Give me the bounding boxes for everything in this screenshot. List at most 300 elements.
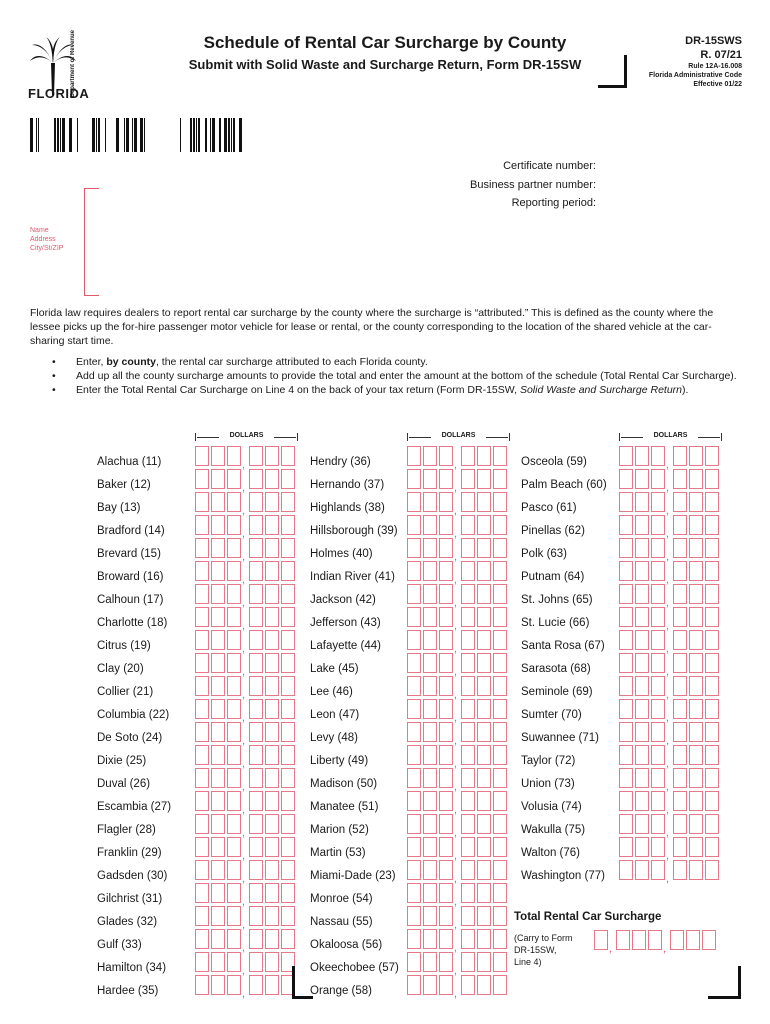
county-amount-input[interactable] — [407, 653, 510, 678]
digit-box[interactable] — [227, 561, 241, 581]
digit-box[interactable] — [423, 538, 437, 558]
digit-box[interactable] — [227, 906, 241, 926]
digit-box[interactable] — [211, 653, 225, 673]
digit-box[interactable] — [227, 860, 241, 880]
digit-box[interactable] — [705, 837, 719, 857]
county-amount-input[interactable] — [195, 929, 298, 954]
digit-box[interactable] — [281, 630, 295, 650]
digit-box[interactable] — [423, 952, 437, 972]
digit-box[interactable] — [211, 699, 225, 719]
digit-box[interactable] — [195, 515, 209, 535]
digit-box[interactable] — [227, 515, 241, 535]
digit-box[interactable] — [265, 837, 279, 857]
digit-box[interactable] — [493, 745, 507, 765]
digit-box[interactable] — [195, 446, 209, 466]
county-amount-input[interactable] — [407, 929, 510, 954]
digit-box[interactable] — [477, 837, 491, 857]
digit-box[interactable] — [477, 929, 491, 949]
digit-box[interactable] — [635, 584, 649, 604]
digit-box[interactable] — [265, 722, 279, 742]
digit-box[interactable] — [211, 469, 225, 489]
digit-box[interactable] — [439, 469, 453, 489]
digit-box[interactable] — [407, 952, 421, 972]
digit-box[interactable] — [651, 814, 665, 834]
digit-box[interactable] — [673, 768, 687, 788]
county-amount-input[interactable] — [619, 653, 722, 678]
digit-box[interactable] — [423, 745, 437, 765]
digit-box[interactable] — [689, 630, 703, 650]
digit-box[interactable] — [461, 791, 475, 811]
digit-box[interactable] — [227, 768, 241, 788]
digit-box[interactable] — [673, 837, 687, 857]
digit-box[interactable] — [689, 676, 703, 696]
total-amount-input[interactable] — [594, 930, 726, 955]
digit-box[interactable] — [477, 469, 491, 489]
county-amount-input[interactable] — [195, 584, 298, 609]
digit-box[interactable] — [635, 561, 649, 581]
digit-box[interactable] — [477, 860, 491, 880]
digit-box[interactable] — [673, 446, 687, 466]
digit-box[interactable] — [651, 515, 665, 535]
digit-box[interactable] — [423, 722, 437, 742]
digit-box[interactable] — [249, 814, 263, 834]
digit-box[interactable] — [281, 469, 295, 489]
digit-box[interactable] — [635, 676, 649, 696]
digit-box[interactable] — [651, 584, 665, 604]
digit-box[interactable] — [423, 676, 437, 696]
digit-box[interactable] — [689, 699, 703, 719]
digit-box[interactable] — [265, 469, 279, 489]
digit-box[interactable] — [477, 515, 491, 535]
digit-box[interactable] — [619, 607, 633, 627]
digit-box[interactable] — [249, 975, 263, 995]
digit-box[interactable] — [407, 538, 421, 558]
digit-box[interactable] — [195, 492, 209, 512]
digit-box[interactable] — [249, 745, 263, 765]
county-amount-input[interactable] — [195, 952, 298, 977]
digit-box[interactable] — [281, 791, 295, 811]
digit-box[interactable] — [439, 561, 453, 581]
digit-box[interactable] — [423, 883, 437, 903]
digit-box[interactable] — [439, 791, 453, 811]
digit-box[interactable] — [689, 607, 703, 627]
digit-box[interactable] — [423, 515, 437, 535]
digit-box[interactable] — [407, 561, 421, 581]
digit-box[interactable] — [493, 515, 507, 535]
digit-box[interactable] — [249, 699, 263, 719]
digit-box[interactable] — [673, 561, 687, 581]
digit-box[interactable] — [407, 515, 421, 535]
county-amount-input[interactable] — [619, 515, 722, 540]
digit-box[interactable] — [651, 837, 665, 857]
digit-box[interactable] — [227, 630, 241, 650]
digit-box[interactable] — [635, 860, 649, 880]
digit-box[interactable] — [227, 722, 241, 742]
digit-box[interactable] — [635, 745, 649, 765]
digit-box[interactable] — [195, 699, 209, 719]
digit-box[interactable] — [265, 446, 279, 466]
digit-box[interactable] — [705, 492, 719, 512]
digit-box[interactable] — [673, 814, 687, 834]
digit-box[interactable] — [670, 930, 684, 950]
county-amount-input[interactable] — [619, 630, 722, 655]
digit-box[interactable] — [477, 653, 491, 673]
digit-box[interactable] — [493, 952, 507, 972]
digit-box[interactable] — [439, 952, 453, 972]
digit-box[interactable] — [673, 791, 687, 811]
digit-box[interactable] — [619, 515, 633, 535]
digit-box[interactable] — [439, 446, 453, 466]
county-amount-input[interactable] — [407, 814, 510, 839]
digit-box[interactable] — [281, 722, 295, 742]
digit-box[interactable] — [249, 768, 263, 788]
digit-box[interactable] — [461, 492, 475, 512]
digit-box[interactable] — [249, 860, 263, 880]
digit-box[interactable] — [461, 906, 475, 926]
digit-box[interactable] — [619, 653, 633, 673]
digit-box[interactable] — [195, 538, 209, 558]
digit-box[interactable] — [281, 929, 295, 949]
digit-box[interactable] — [423, 446, 437, 466]
digit-box[interactable] — [477, 607, 491, 627]
digit-box[interactable] — [265, 745, 279, 765]
digit-box[interactable] — [439, 906, 453, 926]
digit-box[interactable] — [211, 722, 225, 742]
digit-box[interactable] — [195, 952, 209, 972]
digit-box[interactable] — [619, 492, 633, 512]
digit-box[interactable] — [493, 814, 507, 834]
digit-box[interactable] — [477, 952, 491, 972]
digit-box[interactable] — [423, 860, 437, 880]
digit-box[interactable] — [281, 538, 295, 558]
digit-box[interactable] — [619, 791, 633, 811]
digit-box[interactable] — [651, 768, 665, 788]
digit-box[interactable] — [423, 699, 437, 719]
digit-box[interactable] — [211, 906, 225, 926]
county-amount-input[interactable] — [407, 768, 510, 793]
digit-box[interactable] — [249, 630, 263, 650]
digit-box[interactable] — [195, 791, 209, 811]
digit-box[interactable] — [439, 883, 453, 903]
digit-box[interactable] — [439, 722, 453, 742]
county-amount-input[interactable] — [407, 584, 510, 609]
digit-box[interactable] — [702, 930, 716, 950]
digit-box[interactable] — [493, 653, 507, 673]
digit-box[interactable] — [461, 929, 475, 949]
digit-box[interactable] — [439, 837, 453, 857]
digit-box[interactable] — [407, 446, 421, 466]
digit-box[interactable] — [477, 446, 491, 466]
digit-box[interactable] — [281, 745, 295, 765]
digit-box[interactable] — [635, 538, 649, 558]
digit-box[interactable] — [632, 930, 646, 950]
digit-box[interactable] — [705, 584, 719, 604]
digit-box[interactable] — [227, 883, 241, 903]
digit-box[interactable] — [423, 906, 437, 926]
digit-box[interactable] — [423, 561, 437, 581]
digit-box[interactable] — [673, 515, 687, 535]
digit-box[interactable] — [407, 791, 421, 811]
digit-box[interactable] — [211, 883, 225, 903]
digit-box[interactable] — [265, 584, 279, 604]
county-amount-input[interactable] — [195, 722, 298, 747]
digit-box[interactable] — [423, 607, 437, 627]
digit-box[interactable] — [439, 653, 453, 673]
digit-box[interactable] — [423, 837, 437, 857]
digit-box[interactable] — [439, 860, 453, 880]
digit-box[interactable] — [227, 929, 241, 949]
digit-box[interactable] — [461, 446, 475, 466]
digit-box[interactable] — [689, 814, 703, 834]
digit-box[interactable] — [211, 607, 225, 627]
digit-box[interactable] — [195, 607, 209, 627]
digit-box[interactable] — [211, 929, 225, 949]
county-amount-input[interactable] — [619, 745, 722, 770]
digit-box[interactable] — [195, 768, 209, 788]
digit-box[interactable] — [651, 699, 665, 719]
county-amount-input[interactable] — [407, 607, 510, 632]
digit-box[interactable] — [705, 676, 719, 696]
digit-box[interactable] — [705, 722, 719, 742]
digit-box[interactable] — [689, 538, 703, 558]
digit-box[interactable] — [195, 745, 209, 765]
digit-box[interactable] — [439, 607, 453, 627]
digit-box[interactable] — [195, 975, 209, 995]
digit-box[interactable] — [281, 814, 295, 834]
digit-box[interactable] — [195, 469, 209, 489]
digit-box[interactable] — [619, 722, 633, 742]
digit-box[interactable] — [423, 768, 437, 788]
digit-box[interactable] — [265, 699, 279, 719]
digit-box[interactable] — [651, 538, 665, 558]
digit-box[interactable] — [211, 860, 225, 880]
county-amount-input[interactable] — [195, 607, 298, 632]
digit-box[interactable] — [281, 837, 295, 857]
digit-box[interactable] — [195, 630, 209, 650]
digit-box[interactable] — [493, 768, 507, 788]
digit-box[interactable] — [461, 975, 475, 995]
digit-box[interactable] — [407, 929, 421, 949]
county-amount-input[interactable] — [407, 791, 510, 816]
digit-box[interactable] — [211, 768, 225, 788]
county-amount-input[interactable] — [195, 975, 298, 1000]
digit-box[interactable] — [689, 446, 703, 466]
digit-box[interactable] — [281, 676, 295, 696]
digit-box[interactable] — [265, 883, 279, 903]
digit-box[interactable] — [689, 653, 703, 673]
digit-box[interactable] — [249, 538, 263, 558]
digit-box[interactable] — [265, 860, 279, 880]
digit-box[interactable] — [439, 538, 453, 558]
digit-box[interactable] — [493, 607, 507, 627]
digit-box[interactable] — [705, 699, 719, 719]
digit-box[interactable] — [281, 492, 295, 512]
digit-box[interactable] — [195, 837, 209, 857]
digit-box[interactable] — [477, 791, 491, 811]
county-amount-input[interactable] — [407, 515, 510, 540]
digit-box[interactable] — [407, 975, 421, 995]
digit-box[interactable] — [265, 653, 279, 673]
digit-box[interactable] — [635, 492, 649, 512]
digit-box[interactable] — [265, 952, 279, 972]
digit-box[interactable] — [689, 837, 703, 857]
county-amount-input[interactable] — [195, 883, 298, 908]
digit-box[interactable] — [635, 653, 649, 673]
county-amount-input[interactable] — [619, 814, 722, 839]
digit-box[interactable] — [423, 653, 437, 673]
county-amount-input[interactable] — [619, 561, 722, 586]
digit-box[interactable] — [407, 492, 421, 512]
digit-box[interactable] — [249, 607, 263, 627]
digit-box[interactable] — [195, 584, 209, 604]
digit-box[interactable] — [281, 446, 295, 466]
digit-box[interactable] — [493, 837, 507, 857]
digit-box[interactable] — [493, 860, 507, 880]
county-amount-input[interactable] — [619, 699, 722, 724]
county-amount-input[interactable] — [407, 676, 510, 701]
digit-box[interactable] — [281, 883, 295, 903]
digit-box[interactable] — [651, 561, 665, 581]
digit-box[interactable] — [493, 699, 507, 719]
county-amount-input[interactable] — [619, 469, 722, 494]
digit-box[interactable] — [265, 768, 279, 788]
county-amount-input[interactable] — [195, 515, 298, 540]
digit-box[interactable] — [265, 906, 279, 926]
county-amount-input[interactable] — [195, 768, 298, 793]
digit-box[interactable] — [423, 814, 437, 834]
digit-box[interactable] — [407, 860, 421, 880]
digit-box[interactable] — [461, 722, 475, 742]
county-amount-input[interactable] — [195, 906, 298, 931]
digit-box[interactable] — [407, 676, 421, 696]
county-amount-input[interactable] — [619, 791, 722, 816]
digit-box[interactable] — [689, 469, 703, 489]
digit-box[interactable] — [689, 860, 703, 880]
digit-box[interactable] — [281, 653, 295, 673]
digit-box[interactable] — [195, 814, 209, 834]
digit-box[interactable] — [477, 561, 491, 581]
digit-box[interactable] — [493, 975, 507, 995]
digit-box[interactable] — [439, 975, 453, 995]
digit-box[interactable] — [249, 791, 263, 811]
digit-box[interactable] — [423, 584, 437, 604]
digit-box[interactable] — [651, 653, 665, 673]
digit-box[interactable] — [211, 515, 225, 535]
county-amount-input[interactable] — [195, 814, 298, 839]
digit-box[interactable] — [651, 630, 665, 650]
digit-box[interactable] — [211, 446, 225, 466]
county-amount-input[interactable] — [619, 676, 722, 701]
digit-box[interactable] — [265, 929, 279, 949]
digit-box[interactable] — [673, 699, 687, 719]
digit-box[interactable] — [265, 561, 279, 581]
digit-box[interactable] — [493, 630, 507, 650]
digit-box[interactable] — [689, 768, 703, 788]
digit-box[interactable] — [619, 446, 633, 466]
digit-box[interactable] — [227, 745, 241, 765]
digit-box[interactable] — [635, 768, 649, 788]
county-amount-input[interactable] — [407, 469, 510, 494]
county-amount-input[interactable] — [195, 837, 298, 862]
digit-box[interactable] — [439, 745, 453, 765]
digit-box[interactable] — [227, 653, 241, 673]
digit-box[interactable] — [594, 930, 608, 950]
digit-box[interactable] — [281, 768, 295, 788]
digit-box[interactable] — [211, 814, 225, 834]
digit-box[interactable] — [651, 676, 665, 696]
digit-box[interactable] — [477, 975, 491, 995]
digit-box[interactable] — [493, 446, 507, 466]
digit-box[interactable] — [616, 930, 630, 950]
digit-box[interactable] — [461, 630, 475, 650]
digit-box[interactable] — [619, 676, 633, 696]
digit-box[interactable] — [651, 607, 665, 627]
digit-box[interactable] — [705, 745, 719, 765]
digit-box[interactable] — [211, 630, 225, 650]
digit-box[interactable] — [705, 446, 719, 466]
digit-box[interactable] — [407, 745, 421, 765]
digit-box[interactable] — [461, 676, 475, 696]
digit-box[interactable] — [249, 906, 263, 926]
digit-box[interactable] — [635, 630, 649, 650]
digit-box[interactable] — [407, 653, 421, 673]
digit-box[interactable] — [477, 814, 491, 834]
county-amount-input[interactable] — [195, 492, 298, 517]
digit-box[interactable] — [651, 469, 665, 489]
digit-box[interactable] — [461, 745, 475, 765]
digit-box[interactable] — [265, 515, 279, 535]
digit-box[interactable] — [281, 607, 295, 627]
county-amount-input[interactable] — [619, 722, 722, 747]
digit-box[interactable] — [407, 699, 421, 719]
digit-box[interactable] — [493, 492, 507, 512]
digit-box[interactable] — [281, 515, 295, 535]
digit-box[interactable] — [689, 492, 703, 512]
digit-box[interactable] — [648, 930, 662, 950]
digit-box[interactable] — [407, 630, 421, 650]
digit-box[interactable] — [227, 584, 241, 604]
digit-box[interactable] — [423, 791, 437, 811]
digit-box[interactable] — [651, 492, 665, 512]
digit-box[interactable] — [249, 515, 263, 535]
county-amount-input[interactable] — [407, 561, 510, 586]
county-amount-input[interactable] — [407, 906, 510, 931]
digit-box[interactable] — [619, 561, 633, 581]
digit-box[interactable] — [673, 722, 687, 742]
digit-box[interactable] — [227, 469, 241, 489]
digit-box[interactable] — [635, 837, 649, 857]
digit-box[interactable] — [619, 768, 633, 788]
county-amount-input[interactable] — [195, 653, 298, 678]
digit-box[interactable] — [249, 883, 263, 903]
digit-box[interactable] — [211, 745, 225, 765]
digit-box[interactable] — [227, 814, 241, 834]
digit-box[interactable] — [477, 722, 491, 742]
digit-box[interactable] — [705, 653, 719, 673]
digit-box[interactable] — [673, 538, 687, 558]
digit-box[interactable] — [461, 699, 475, 719]
digit-box[interactable] — [635, 722, 649, 742]
digit-box[interactable] — [461, 561, 475, 581]
digit-box[interactable] — [689, 745, 703, 765]
digit-box[interactable] — [619, 860, 633, 880]
digit-box[interactable] — [249, 952, 263, 972]
digit-box[interactable] — [195, 561, 209, 581]
digit-box[interactable] — [249, 837, 263, 857]
county-amount-input[interactable] — [407, 492, 510, 517]
digit-box[interactable] — [407, 722, 421, 742]
digit-box[interactable] — [705, 515, 719, 535]
